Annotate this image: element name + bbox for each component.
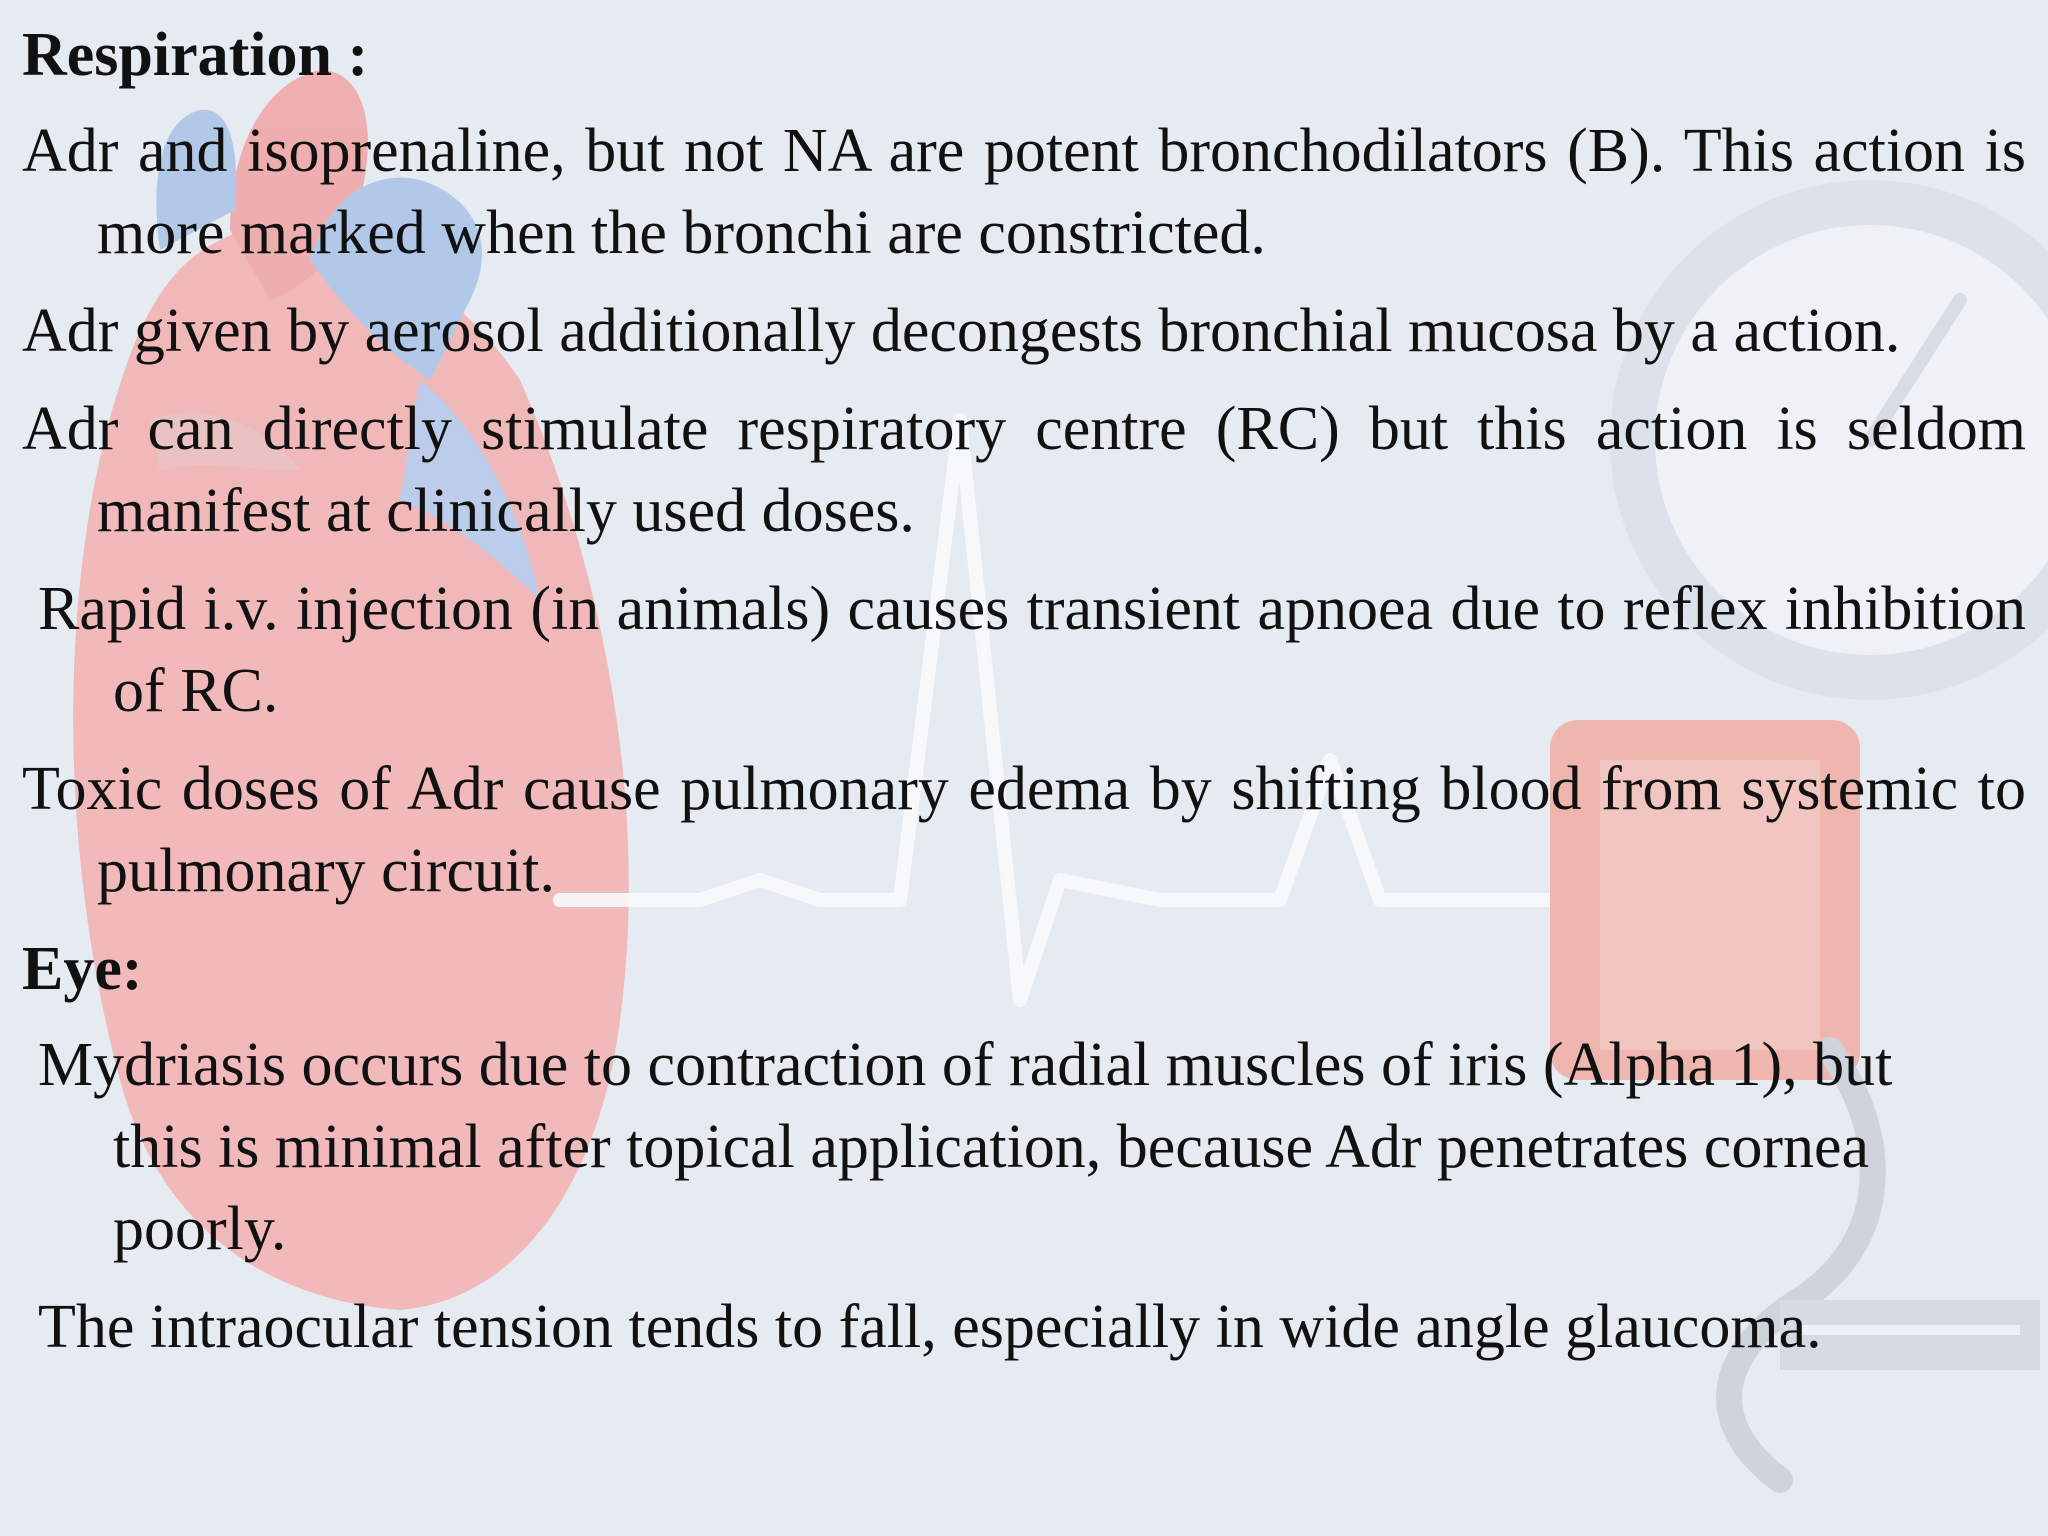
respiration-paragraph-respiratory-centre: Adr can directly stimulate respiratory centre (RC) but this action is seldom manifest at clinically used doses. (22, 395, 2026, 545)
eye-heading: Eye: (22, 935, 143, 1003)
respiration-paragraph-apnoea: Rapid i.v. injection (in animals) causes transient apnoea due to reflex inhibition of RC. (38, 575, 2026, 725)
respiration-heading: Respiration : (22, 21, 369, 89)
respiration-paragraph-pulmonary-edema: Toxic doses of Adr cause pulmonary edema by shifting blood from systemic to pulmonary circuit. (22, 755, 2026, 905)
respiration-paragraph-aerosol: Adr given by aerosol additionally decongests bronchial mucosa by a action. (22, 297, 1901, 365)
eye-paragraph-intraocular-tension: The intraocular tension tends to fall, especially in wide angle glaucoma. (38, 1293, 1822, 1361)
slide-content (22, 14, 2026, 1384)
eye-paragraph-mydriasis: Mydriasis occurs due to contraction of radial muscles of iris (Alpha 1), but this is minimal after topical application, because Adr penetrates cornea poorly. (38, 1031, 1893, 1263)
respiration-paragraph-bronchodilators: Adr and isoprenaline, but not NA are potent bronchodilators (B). This action is more marked when the bronchi are constricted. (22, 117, 2026, 267)
